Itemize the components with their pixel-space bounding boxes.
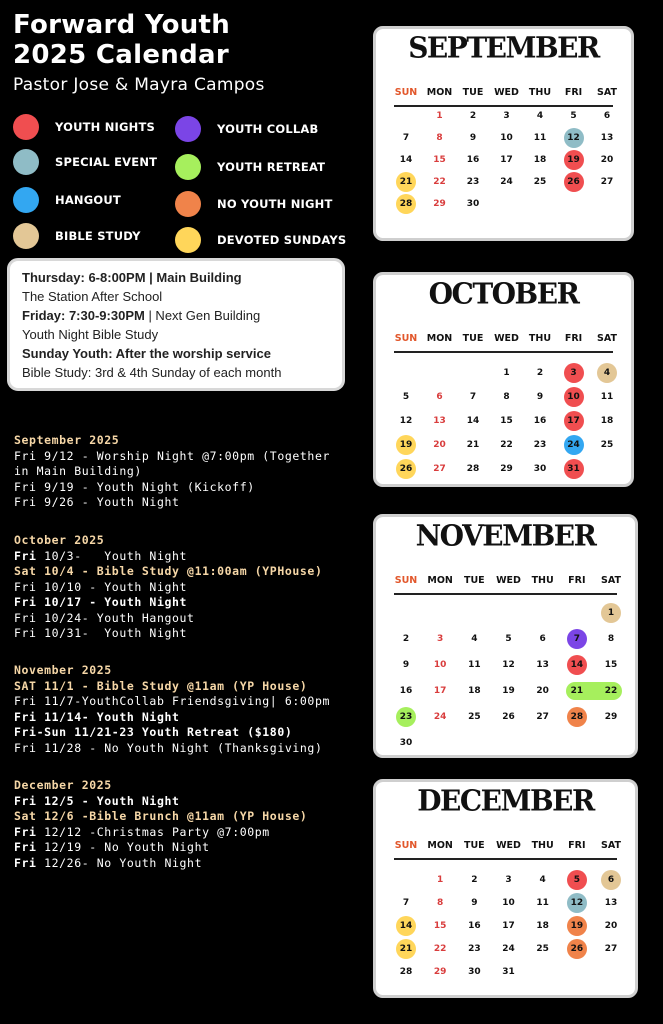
calendar-day: 25 [600,440,614,450]
info-line [22,306,330,325]
calendar-day: 23 [468,944,481,954]
calendar-day: 3 [564,363,584,383]
schedule-line: Fri 11/7-YouthCollab Friendsgiving| 6:00pm [14,694,330,708]
calendar-day: 27 [433,464,446,474]
legend-dot [13,149,39,175]
info-line: Sunday Youth: After the worship service [22,346,271,361]
calendar-month-title: OCTOBER [428,276,579,311]
legend-item [175,116,318,142]
title-line2: 2025 Calendar [13,40,229,70]
weekday-label: SUN [394,87,418,98]
calendar-day: 23 [533,440,547,450]
weekday-label: THU [528,87,552,98]
calendar-september [373,26,634,241]
schedule-line: Fri 11/28 - No Youth Night (Thanksgiving) [14,740,323,755]
calendar-day: 10 [500,133,513,143]
info-line: The Station After School [22,289,163,304]
calendar-day: 4 [536,111,544,121]
info-line: Bible Study: 3rd & 4th Sunday of each month [22,365,282,380]
calendar-day: 20 [536,686,549,696]
calendar-day: 21 [466,440,480,450]
calendar-day: 8 [503,392,510,402]
weekday-label: TUE [463,575,485,586]
schedule-line: Fri 9/12 - Worship Night @7:00pm (Together [14,448,330,463]
schedule-line: in Main Building) [14,464,142,478]
legend-label: NO YOUTH NIGHT [217,197,333,211]
legend-dot [13,114,39,140]
calendar-day: 31 [502,967,515,977]
legend-item [13,114,155,140]
schedule-line: Fri 12/26- No Youth Night [14,855,203,870]
calendar-day: 18 [468,686,481,696]
calendar-day: 29 [604,712,618,722]
calendar-month-title: DECEMBER [417,783,594,818]
calendar-day: 13 [600,133,614,143]
weekday-label: FRI [568,575,586,586]
legend-dot [175,116,201,142]
calendar-day: 21 [396,939,416,959]
weekday-label: FRI [568,840,586,851]
legend-dot [175,154,201,180]
calendar-day: 29 [433,967,447,977]
calendar-day: 18 [533,155,547,165]
calendar-day: 26 [396,459,416,479]
schedule-line: Fri 12/5 - Youth Night [14,793,180,808]
calendar-day: 3 [503,111,510,121]
calendar-day: 11 [600,392,614,402]
calendar-day: 4 [539,875,546,885]
weekday-label: WED [496,575,521,586]
calendar-day: 13 [536,660,549,670]
title-line1: Forward Youth [13,10,231,40]
weekday-label: MON [427,840,453,851]
schedule-line: Fri 10/10 - Youth Night [14,579,188,594]
weekday-label: SAT [601,575,621,586]
calendar-day: 16 [466,155,480,165]
weekday-label: SAT [597,87,617,98]
meeting-info-box [7,258,345,391]
calendar-day: 20 [433,440,446,450]
calendar-day: 20 [600,155,614,165]
calendar-day: 1 [436,111,443,121]
calendar-day: 26 [502,712,515,722]
calendar-day: 24 [500,177,513,187]
calendar-day: 17 [502,921,515,931]
calendar-day: 8 [436,133,443,143]
calendar-day: 9 [536,392,544,402]
legend-item [13,223,141,249]
weekday-label: THU [531,840,554,851]
calendar-day: 1 [503,368,510,378]
calendar-october [373,272,634,487]
schedule-line: Fri-Sun 11/21-23 Youth Retreat ($180) [14,725,293,739]
calendar-day: 30 [468,967,481,977]
calendar-day: 20 [604,921,618,931]
calendar-day: 2 [536,368,544,378]
calendar-day: 28 [396,194,416,214]
calendar-day: 6 [603,111,611,121]
calendar-day: 5 [402,392,410,402]
schedule-line: Fri 11/14- Youth Night [14,709,180,724]
calendar-divider [394,351,613,353]
calendar-day: 19 [567,916,587,936]
weekday-label: TUE [463,840,485,851]
calendar-day: 12 [564,128,584,148]
calendar-day: 5 [567,870,587,890]
schedule-heading: November 2025 [14,663,112,677]
calendar-day: 7 [402,898,410,908]
calendar-day: 22 [604,686,618,696]
calendar-divider [394,858,617,860]
calendar-month-title: NOVEMBER [415,518,596,553]
calendar-day: 9 [469,133,477,143]
weekday-label: WED [494,333,519,344]
calendar-day: 10 [502,898,515,908]
weekday-label: FRI [564,87,583,98]
calendar-day: 16 [533,416,547,426]
weekday-label: FRI [564,333,583,344]
calendar-day: 30 [533,464,547,474]
calendar-day: 4 [471,634,478,644]
info-line-bold: Friday: 7:30-9:30PM [22,308,145,323]
calendar-day: 27 [600,177,614,187]
calendar-day: 11 [533,133,547,143]
calendar-day: 14 [399,155,413,165]
calendar-day: 15 [433,155,446,165]
calendar-day: 26 [564,172,584,192]
weekday-label: SAT [601,840,621,851]
calendar-day: 6 [539,634,546,644]
schedule-section [14,778,307,871]
legend-dot [13,187,39,213]
legend-label: DEVOTED SUNDAYS [217,233,347,247]
calendar-day: 19 [564,150,584,170]
calendar-day: 4 [597,363,617,383]
calendar-day: 24 [502,944,515,954]
calendar-day: 6 [436,392,443,402]
schedule-line: SAT 11/1 - Bible Study @11am (YP House) [14,678,308,693]
weekday-label: TUE [462,87,484,98]
schedule-section [14,663,330,756]
calendar-day: 25 [536,944,549,954]
calendar-day: 21 [396,172,416,192]
calendar-day: 15 [604,660,618,670]
calendar-day: 14 [567,655,587,675]
info-line: Thursday: 6-8:00PM | Main Building [22,270,242,285]
weekday-label: THU [528,333,552,344]
calendar-day: 1 [437,875,444,885]
calendar-day: 7 [567,629,587,649]
legend-label: YOUTH NIGHTS [55,120,155,134]
calendar-day: 10 [433,660,447,670]
legend-item [175,154,325,180]
calendar-day: 9 [402,660,410,670]
calendar-day: 21 [570,686,584,696]
calendar-day: 24 [564,435,584,455]
calendar-day: 2 [471,875,478,885]
schedule-line: Fri 12/19 - No Youth Night [14,840,210,854]
weekday-label: MON [427,575,453,586]
weekday-label: WED [496,840,521,851]
info-line-rest: | Next Gen Building [144,308,261,323]
calendar-day: 11 [536,898,549,908]
schedule-line: Fri 9/26 - Youth Night [14,495,180,509]
schedule-line: Fri 10/24- Youth Hangout [14,610,195,625]
calendar-divider [394,593,617,595]
calendar-november [373,514,638,758]
calendar-day: 17 [564,411,584,431]
schedule-line: Fri 10/17 - Youth Night [14,595,188,609]
calendar-day: 26 [567,939,587,959]
weekday-label: SUN [394,575,418,586]
calendar-day: 14 [466,416,480,426]
calendar-day: 3 [505,875,512,885]
legend-item [175,227,346,253]
schedule-line: Fri 10/31- Youth Night [14,626,188,640]
calendar-day: 14 [396,916,416,936]
schedule-section [14,433,330,511]
calendar-day: 28 [567,707,587,727]
calendar-day: 11 [468,660,481,670]
schedule-section [14,533,322,642]
calendar-day: 25 [468,712,481,722]
calendar-day: 12 [502,660,515,670]
legend-dot [175,227,201,253]
calendar-day: 27 [604,944,618,954]
calendar-day: 29 [500,464,513,474]
schedule-line: Sat 10/4 - Bible Study @11:00am (YPHouse) [14,564,323,578]
weekday-label: THU [531,575,554,586]
calendar-day: 12 [399,416,413,426]
schedule-heading: September 2025 [14,433,120,447]
title-block [13,10,265,96]
legend-dot [13,223,39,249]
calendar-day: 22 [433,177,446,187]
calendar-day: 19 [502,686,515,696]
weekday-label: SUN [394,840,418,851]
calendar-december [373,779,638,998]
weekday-label: MON [426,87,453,98]
weekday-label: SAT [597,333,617,344]
calendar-day: 9 [471,898,478,908]
calendar-day: 28 [466,464,480,474]
schedule-heading: October 2025 [14,533,105,547]
calendar-day: 2 [402,634,410,644]
calendar-day: 19 [396,435,416,455]
legend-item [13,187,121,213]
calendar-day: 16 [399,686,413,696]
calendar-day: 13 [604,898,618,908]
calendar-day: 24 [433,712,447,722]
calendar-day: 18 [536,921,549,931]
calendar-day: 8 [437,898,444,908]
legend-label: YOUTH COLLAB [217,122,319,136]
legend-item [13,149,157,175]
weekday-label: TUE [462,333,484,344]
schedule-line: Fri 12/12 -Christmas Party @7:00pm [14,824,270,839]
info-line: Youth Night Bible Study [22,327,159,342]
schedule-line: Fri 10/3- Youth Night [14,548,188,563]
calendar-day: 25 [533,177,547,187]
calendar-day: 5 [505,634,512,644]
schedule-heading: December 2025 [14,778,112,792]
calendar-day: 28 [399,967,413,977]
calendar-day: 29 [433,199,446,209]
calendar-day: 17 [500,155,513,165]
weekday-label: MON [426,333,453,344]
weekday-label: SUN [394,333,418,344]
calendar-day: 6 [601,870,621,890]
calendar-day: 2 [469,111,477,121]
calendar-day: 7 [402,133,410,143]
calendar-day: 15 [433,921,447,931]
legend-label: YOUTH RETREAT [217,160,326,174]
legend-label: BIBLE STUDY [55,229,141,243]
calendar-day: 12 [567,893,587,913]
schedule-line: Fri 9/19 - Youth Night (Kickoff) [14,479,255,494]
calendar-month-title: SEPTEMBER [408,30,599,65]
legend-dot [175,191,201,217]
calendar-day: 13 [433,416,446,426]
calendar-day: 31 [564,459,584,479]
legend-label: SPECIAL EVENT [55,155,158,169]
calendar-day: 22 [500,440,513,450]
calendar-day: 30 [466,199,480,209]
weekday-label: WED [494,87,519,98]
calendar-day: 22 [433,944,447,954]
calendar-day: 27 [536,712,549,722]
calendar-day: 17 [433,686,447,696]
legend-item [175,191,333,217]
calendar-day: 15 [500,416,513,426]
calendar-day: 23 [466,177,480,187]
calendar-day: 16 [468,921,481,931]
subtitle: Pastor Jose & Mayra Campos [13,75,265,95]
calendar-day: 8 [607,634,615,644]
calendar-day: 5 [570,111,577,121]
calendar-day: 30 [399,738,413,748]
calendar-day: 3 [437,634,444,644]
calendar-day: 18 [600,416,614,426]
calendar-day: 10 [564,387,584,407]
calendar-day: 1 [601,603,621,623]
calendar-day: 23 [396,707,416,727]
legend-label: HANGOUT [55,193,121,207]
schedule-line: Sat 12/6 -Bible Brunch @11am (YP House) [14,809,308,823]
calendar-day: 7 [469,392,477,402]
